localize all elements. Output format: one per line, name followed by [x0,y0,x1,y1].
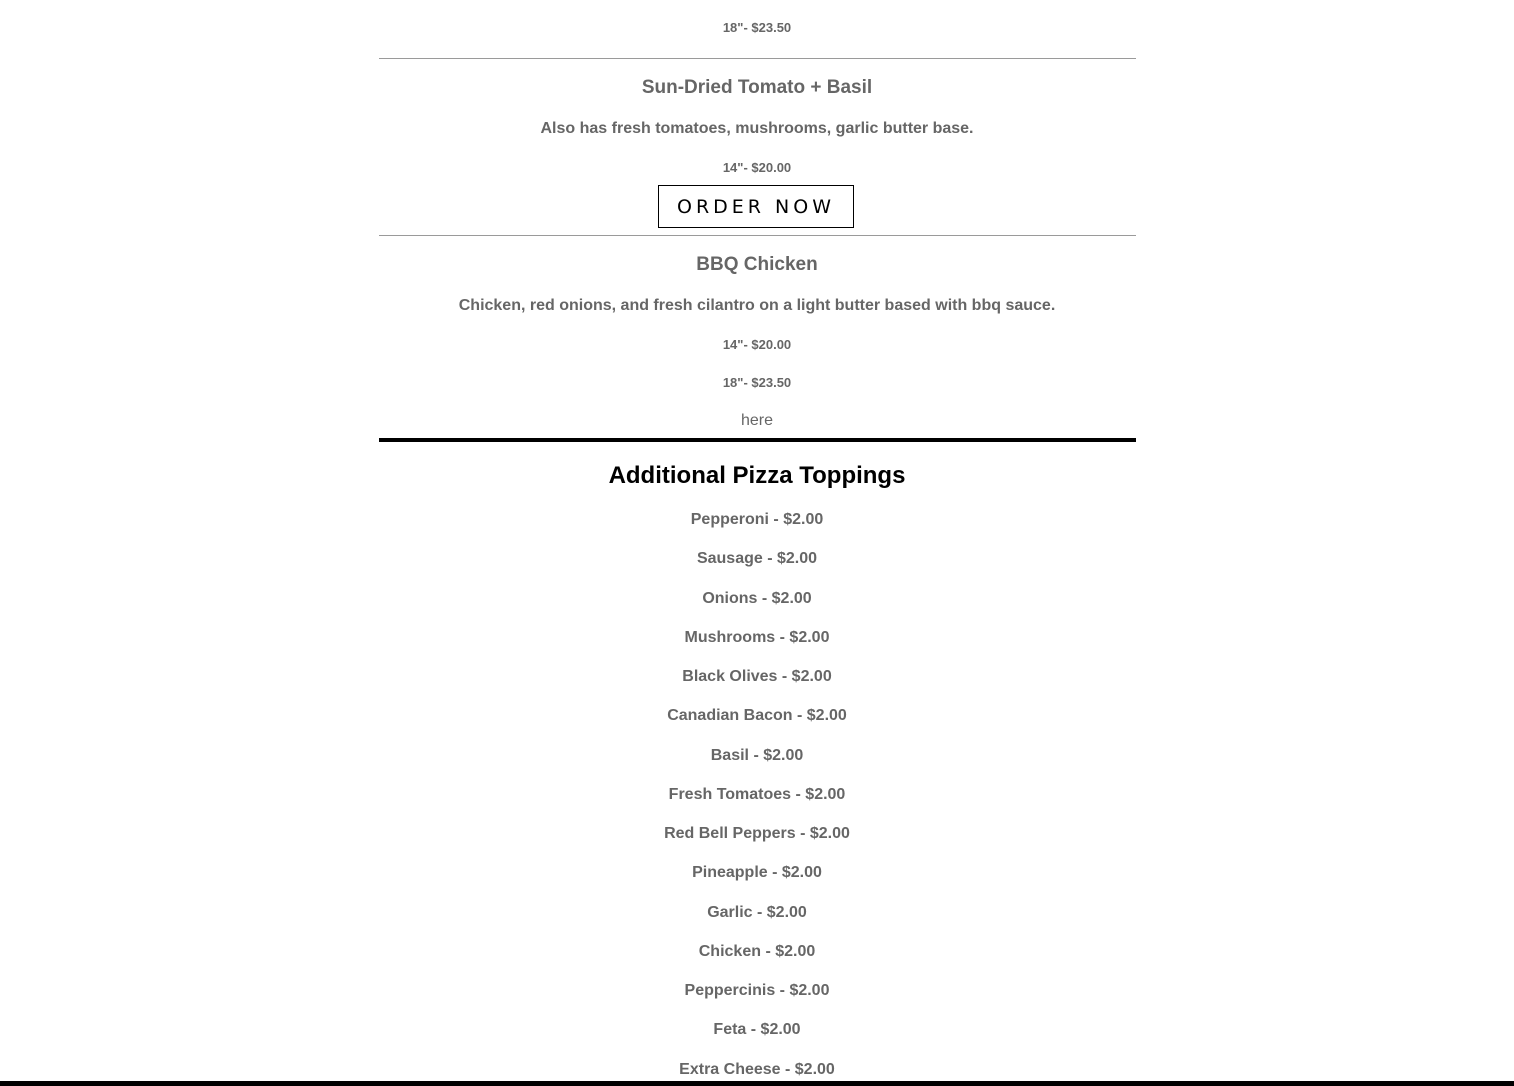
divider [379,235,1136,236]
order-now-button[interactable]: ORDER NOW [658,185,854,228]
topping-item: Peppercinis - $2.00 [684,982,830,999]
footer-bar [0,1081,1514,1086]
topping-item: Garlic - $2.00 [707,904,807,921]
toppings-heading: Additional Pizza Toppings [608,462,906,489]
topping-item: Basil - $2.00 [710,747,804,764]
bbq-price-14: 14"- $20.00 [722,337,792,352]
here-link[interactable]: here [740,412,774,429]
divider [379,58,1136,59]
topping-item: Extra Cheese - $2.00 [679,1061,835,1078]
topping-item: Canadian Bacon - $2.00 [667,707,847,724]
topping-item: Black Olives - $2.00 [682,668,832,685]
topping-item: Fresh Tomatoes - $2.00 [668,786,846,803]
topping-item: Feta - $2.00 [713,1021,801,1038]
topping-item: Onions - $2.00 [702,590,812,607]
topping-item: Pepperoni - $2.00 [690,511,824,528]
topping-item: Sausage - $2.00 [696,550,818,567]
topping-item: Chicken - $2.00 [698,943,816,960]
sun-dried-price-14: 14"- $20.00 [722,160,792,175]
sun-dried-description: Also has fresh tomatoes, mushrooms, garlic butter base. [540,120,974,137]
topping-item: Mushrooms - $2.00 [684,629,830,646]
sun-dried-title: Sun-Dried Tomato + Basil [641,77,873,98]
topping-item: Red Bell Peppers - $2.00 [664,825,850,842]
prev-item-price-18: 18"- $23.50 [722,20,792,35]
bbq-price-18: 18"- $23.50 [722,375,792,390]
topping-item: Pineapple - $2.00 [692,864,822,881]
bbq-description: Chicken, red onions, and fresh cilantro on a light butter based with bbq sauce. [458,297,1056,314]
bbq-title: BBQ Chicken [696,254,818,275]
section-divider [379,438,1136,442]
